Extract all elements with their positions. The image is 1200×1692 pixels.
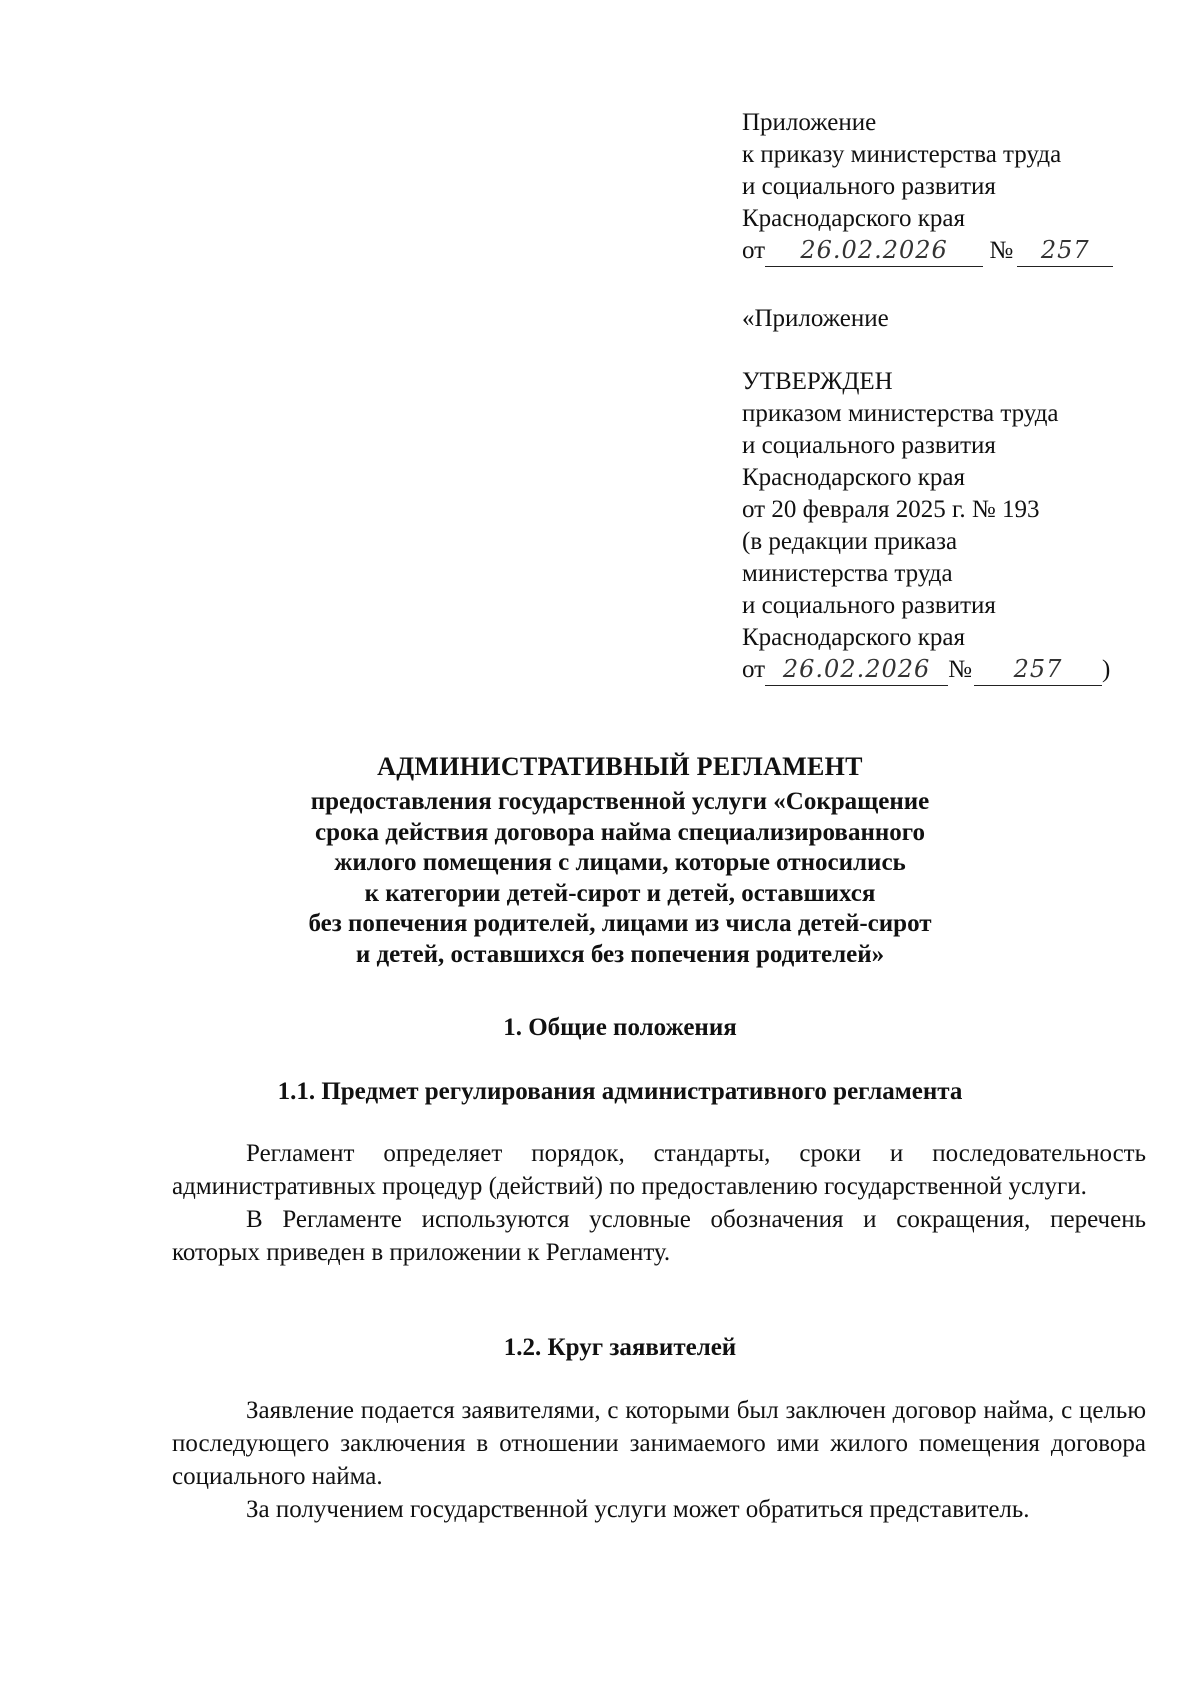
quoted-appendix <box>742 303 1162 335</box>
approved-line-3: Краснодарского края <box>742 464 965 491</box>
approved-line-8: Краснодарского края <box>742 624 965 651</box>
number-fill-line <box>1017 236 1113 267</box>
subtitle-line: без попечения родителей, лицами из числа детей-сирот <box>308 910 932 937</box>
quoted-appendix-label: «Приложение <box>742 305 889 332</box>
section-heading-applicants: 1.2. Круг заявителей <box>503 1334 737 1361</box>
handwritten-number: 257 <box>1040 236 1090 264</box>
document-title: АДМИНИСТРАТИВНЫЙ РЕГЛАМЕНТ <box>377 752 863 781</box>
approved-line-1: приказом министерства труда <box>742 400 1059 427</box>
approved-line-4: от 20 февраля 2025 г. № 193 <box>742 496 1040 523</box>
approved-line-2: и социального развития <box>742 432 996 459</box>
subtitle-line: предоставления государственной услуги «Сокращение <box>310 788 930 815</box>
section-heading-general: 1. Общие положения <box>503 1014 737 1041</box>
order-line-2: к приказу министерства труда <box>742 141 1062 168</box>
approved-line-6: министерства труда <box>742 560 953 587</box>
paragraph: В Регламенте используются условные обозначения и сокращения, перечень которых приведен в приложении к Регламенту. <box>172 1206 1146 1266</box>
paragraph: За получением государственной услуги может обратиться представитель. <box>246 1496 1030 1523</box>
date-fill-line <box>765 655 948 686</box>
date-fill-line <box>765 236 983 267</box>
order-line-3: и социального развития <box>742 173 996 200</box>
closing-paren: ) <box>1101 656 1111 683</box>
document-subtitle <box>140 787 1100 970</box>
order-appendix-header <box>742 107 1162 267</box>
approved-line-7: и социального развития <box>742 592 996 619</box>
number-sign: № <box>948 656 972 683</box>
number-sign: № <box>989 237 1014 264</box>
order-line-4: Краснодарского края <box>742 205 965 232</box>
subtitle-line: срока действия договора найма специализированного <box>315 818 925 846</box>
approved-block <box>742 366 1162 686</box>
handwritten-date: 26.02.2026 <box>800 236 948 264</box>
section-1-2-body <box>172 1394 1146 1526</box>
date-prefix: от <box>742 237 766 264</box>
paragraph: Регламент определяет порядок, стандарты, сроки и последовательность административных процедур (действий) по предоставлению государственной услуги. <box>172 1140 1146 1200</box>
document-title-block <box>140 750 1100 970</box>
appendix-label: Приложение <box>742 109 877 136</box>
approved-line-5: (в редакции приказа <box>742 528 958 555</box>
handwritten-date: 26.02.2026 <box>782 655 931 683</box>
section-heading-subject: 1.1. Предмет регулирования административного регламента <box>277 1078 963 1105</box>
number-fill-line <box>974 655 1102 686</box>
approved-label: УТВЕРЖДЕН <box>742 368 893 395</box>
subtitle-line: и детей, оставшихся без попечения родителей» <box>355 940 885 968</box>
section-1-1-body <box>172 1137 1146 1269</box>
handwritten-number: 257 <box>1013 655 1063 683</box>
subtitle-line: жилого помещения с лицами, которые относились <box>334 849 906 876</box>
date-prefix: от <box>742 656 766 683</box>
subtitle-line: к категории детей-сирот и детей, оставшихся <box>364 879 876 907</box>
order-date-number-line <box>742 235 1162 267</box>
approved-date-number-line <box>742 654 1162 686</box>
paragraph: Заявление подается заявителями, с которыми был заключен договор найма, с целью последующего заключения в отношении занимаемого ими жилого помещения договора социального найма. <box>172 1397 1146 1490</box>
